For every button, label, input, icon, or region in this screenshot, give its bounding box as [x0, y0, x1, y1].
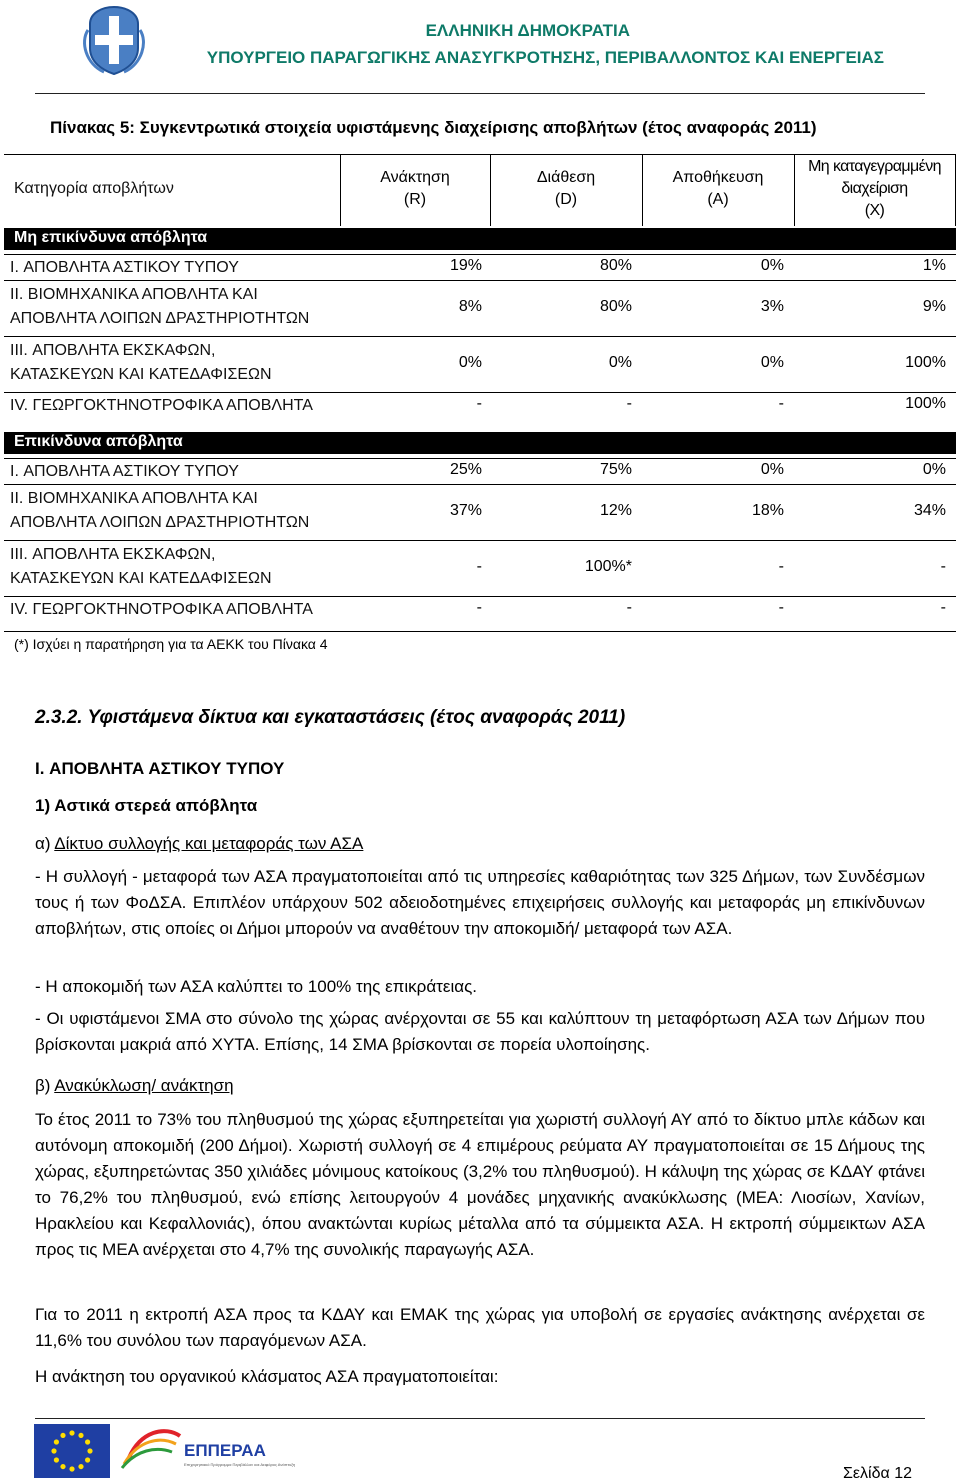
- row-value-d: -: [626, 599, 632, 616]
- row-label-line: III. ΑΠΟΒΛΗΤΑ ΕΚΣΚΑΦΩΝ,: [10, 546, 216, 563]
- row-value-d: 75%: [599, 461, 632, 478]
- row-label: [10, 460, 239, 484]
- row-value-r: 8%: [458, 298, 482, 315]
- eu-star-icon: [85, 1457, 90, 1462]
- row-value-d: -: [626, 395, 632, 412]
- row-value-x: 9%: [922, 298, 946, 315]
- eu-star-icon: [54, 1439, 59, 1444]
- row-label-line: I. ΑΠΟΒΛΗΤΑ ΑΣΤΙΚΟΥ ΤΥΠΟΥ: [10, 259, 239, 276]
- row-value-a: 0%: [760, 257, 784, 274]
- row-value-r: 19%: [449, 257, 482, 274]
- row-label-line: III. ΑΠΟΒΛΗΤΑ ΕΚΣΚΑΦΩΝ,: [10, 342, 216, 359]
- row-value-a: -: [778, 395, 784, 412]
- paragraph-diversion: Για το 2011 η εκτροπή ΑΣΑ προς τα ΚΔΑΥ και ΕΜΑΚ της χώρας για υποβολή σε εργασίες ανάκτησης ανέρχεται σε 11,6% του συνόλου των παραγόμενων ΑΣΑ.: [35, 1305, 925, 1350]
- row-value-r: 0%: [458, 354, 482, 371]
- row-label: [10, 543, 272, 591]
- epperaa-logo: [120, 1420, 296, 1476]
- row-divider: [4, 458, 956, 459]
- header-divider: [35, 93, 925, 94]
- row-value-d: 12%: [599, 502, 632, 519]
- row-value-d: 80%: [599, 298, 632, 315]
- row-label-line: ΚΑΤΑΣΚΕΥΩΝ ΚΑΙ ΚΑΤΕΔΑΦΙΣΕΩΝ: [10, 366, 272, 383]
- beta-title: Ανακύκλωση/ ανάκτηση: [54, 1076, 234, 1095]
- col-header-storage-line2: (Α): [707, 191, 729, 208]
- col-header-unrecorded-line2: διαχείριση: [841, 180, 908, 197]
- col-header-disposal-line1: Διάθεση: [536, 169, 596, 186]
- col-header-recovery-line1: Ανάκτηση: [380, 169, 450, 186]
- row-label-line: IV. ΓΕΩΡΓΟΚΤΗΝΟΤΡΟΦΙΚΑ ΑΠΟΒΛΗΤΑ: [10, 601, 313, 618]
- row-value-a: 0%: [760, 354, 784, 371]
- row-value-a: -: [778, 558, 784, 575]
- eu-flag-icon: [34, 1424, 110, 1478]
- row-label-line: ΑΠΟΒΛΗΤΑ ΛΟΙΠΩΝ ΔΡΑΣΤΗΡΙΟΤΗΤΩΝ: [10, 310, 310, 327]
- col-header-recovery: [340, 167, 490, 211]
- row-label-line: II. ΒΙΟΜΗΧΑΝΙΚΑ ΑΠΟΒΛΗΤΑ ΚΑΙ: [10, 286, 258, 303]
- col-header-unrecorded: [794, 156, 955, 222]
- section-label-hazardous: Επικίνδυνα απόβλητα: [14, 433, 183, 450]
- section-band-hazardous: [4, 432, 956, 454]
- row-label: [10, 487, 309, 535]
- section-heading: 2.3.2. Υφιστάμενα δίκτυα και εγκαταστάσεις (έτος αναφοράς 2011): [35, 707, 626, 728]
- section-band-non-hazardous: [4, 228, 956, 250]
- paragraph-transfer-stations: - Οι υφιστάμενοι ΣΜΑ στο σύνολο της χώρας ανέρχονται σε 55 και καλύπτουν τη μεταφόρτωση ΑΣΑ των Δήμων που βρίσκονται μακριά από ΧΥΤΑ. Επίσης, 14 ΣΜΑ βρίσκονται σε πορεία υλοποίησης.: [35, 1009, 925, 1054]
- table-border-bottom: [4, 631, 956, 632]
- row-value-x: -: [940, 558, 946, 575]
- row-label: [10, 283, 309, 331]
- row-value-x: 0%: [922, 461, 946, 478]
- row-divider: [4, 392, 956, 393]
- row-label-line: II. ΒΙΟΜΗΧΑΝΙΚΑ ΑΠΟΒΛΗΤΑ ΚΑΙ: [10, 490, 258, 507]
- row-label: [10, 394, 313, 418]
- col-header-unrecorded-line3: (Χ): [864, 202, 885, 219]
- row-divider: [4, 254, 956, 255]
- paragraph-collection: - Η συλλογή - μεταφορά των ΑΣΑ πραγματοποιείται από τις υπηρεσίες καθαριότητας των 325 Δήμων, των Συνδέσμων τους ή των ΦοΔΣΑ. Επιπλέον υπάρχουν 502 αδειοδοτημένες επιχειρήσεις συλλογής και μεταφοράς μη επικίνδυνων αποβλήτων, στις οποίες οι Δήμοι μπορούν να αναθέτουν την αποκομιδή/ μεταφορά των ΑΣΑ.: [35, 867, 925, 938]
- row-divider: [4, 336, 956, 337]
- col-header-disposal: [490, 167, 642, 211]
- col-header-storage: [642, 167, 794, 211]
- row-label-line: IV. ΓΕΩΡΓΟΚΤΗΝΟΤΡΟΦΙΚΑ ΑΠΟΒΛΗΤΑ: [10, 397, 313, 414]
- section-label-non-hazardous: Μη επικίνδυνα απόβλητα: [14, 229, 208, 246]
- row-value-x: 34%: [913, 502, 946, 519]
- row-divider: [4, 540, 956, 541]
- row-label: [10, 598, 313, 622]
- paragraph-organic: Η ανάκτηση του οργανικού κλάσματος ΑΣΑ πραγματοποιείται:: [35, 1367, 499, 1386]
- table-border-top: [4, 154, 956, 155]
- row-label-line: ΑΠΟΒΛΗΤΑ ΛΟΙΠΩΝ ΔΡΑΣΤΗΡΙΟΤΗΤΩΝ: [10, 514, 310, 531]
- row-label-line: ΚΑΤΑΣΚΕΥΩΝ ΚΑΙ ΚΑΤΕΔΑΦΙΣΕΩΝ: [10, 570, 272, 587]
- row-label: [10, 256, 239, 280]
- col-header-recovery-line2: (R): [403, 191, 427, 208]
- eu-star-icon: [54, 1457, 59, 1462]
- col-header-storage-line1: Αποθήκευση: [672, 169, 764, 186]
- header-subtitle: ΥΠΟΥΡΓΕΙΟ ΠΑΡΑΓΩΓΙΚΗΣ ΑΝΑΣΥΓΚΡΟΤΗΣΗΣ, ΠΕΡΙΒΑΛΛΟΝΤΟΣ ΚΑΙ ΕΝΕΡΓΕΙΑΣ: [206, 48, 884, 67]
- row-value-r: -: [476, 395, 482, 412]
- eu-star-icon: [51, 1448, 56, 1453]
- eu-star-icon: [60, 1464, 65, 1469]
- row-value-a: 18%: [751, 502, 784, 519]
- row-value-d: 80%: [599, 257, 632, 274]
- row-value-x: 100%: [905, 395, 946, 412]
- epperaa-logo-subtext: Επιχειρησιακό Πρόγραμμα Περιβάλλον και Αειφόρος Ανάπτυξη: [184, 1462, 296, 1467]
- eu-star-icon: [60, 1433, 65, 1438]
- eu-star-icon: [78, 1464, 83, 1469]
- row-value-x: 100%: [905, 354, 946, 371]
- row-value-a: 3%: [760, 298, 784, 315]
- row-value-a: -: [778, 599, 784, 616]
- row-value-a: 0%: [760, 461, 784, 478]
- row-divider: [4, 280, 956, 281]
- paragraph-coverage: - Η αποκομιδή των ΑΣΑ καλύπτει το 100% της επικράτειας.: [35, 977, 477, 996]
- row-value-x: -: [940, 599, 946, 616]
- row-value-r: -: [476, 558, 482, 575]
- greek-coat-of-arms-icon: [82, 4, 146, 76]
- row-label-line: I. ΑΠΟΒΛΗΤΑ ΑΣΤΙΚΟΥ ΤΥΠΟΥ: [10, 463, 239, 480]
- eu-star-icon: [78, 1433, 83, 1438]
- epperaa-logo-text: ΕΠΠΕΡΑΑ: [184, 1441, 266, 1460]
- sub-subsection-heading: 1) Αστικά στερεά απόβλητα: [35, 796, 258, 815]
- col-header-disposal-line2: (D): [554, 191, 578, 208]
- alpha-prefix: α): [35, 834, 55, 853]
- eu-star-icon: [69, 1466, 74, 1471]
- paragraph-recycling: Το έτος 2011 το 73% του πληθυσμού της χώρας εξυπηρετείται για χωριστή συλλογή ΑΥ από το δίκτυο μπλε κάδων και αυτόνομη αποκομιδή (200 Δήμοι). Χωριστή συλλογή σε 4 επιμέρους ρεύματα ΑΥ πραγματοποιείται σε 15 Δήμους της χώρας, εξυπηρετώντας 350 χιλιάδες μόνιμους κατοίκους (3,2% του πληθυσμού). Η κάλυψη της χώρας σε ΚΔΑΥ φτάνει το 76,2% του πληθυσμού, ενώ επίσης λειτουργούν 4 μονάδες μηχανικής ανακύκλωσης (ΜΕΑ: Λιοσίων, Χανίων, Ηρακλείου και Κεφαλλονιάς), όπου ανακτώνται κυρίως μέταλλα από τα σύμμεικτα ΑΣΑ. Η εκτροπή σύμμεικτων ΑΣΑ προς τις ΜΕΑ ανέρχεται στο 4,7% της συνολικής παραγωγής ΑΣΑ.: [35, 1110, 925, 1259]
- row-value-x: 1%: [922, 257, 946, 274]
- col-divider: [955, 154, 956, 226]
- col-header-category: Κατηγορία αποβλήτων: [14, 180, 174, 197]
- row-value-r: -: [476, 599, 482, 616]
- header-title: ΕΛΛΗΝΙΚΗ ΔΗΜΟΚΡΑΤΙΑ: [425, 21, 630, 40]
- row-divider: [4, 484, 956, 485]
- page-number: Σελίδα 12: [843, 1465, 912, 1482]
- beta-prefix: β): [35, 1076, 55, 1095]
- table-title: Πίνακας 5: Συγκεντρωτικά στοιχεία υφιστάμενης διαχείρισης αποβλήτων (έτος αναφοράς 2011): [50, 118, 817, 137]
- table-footnote: (*) Ισχύει η παρατήρηση για τα ΑΕΚΚ του Πίνακα 4: [14, 636, 328, 652]
- eu-star-icon: [69, 1430, 74, 1435]
- beta-heading: [35, 1076, 234, 1096]
- eu-star-icon: [87, 1448, 92, 1453]
- eu-star-icon: [85, 1439, 90, 1444]
- subsection-heading: I. ΑΠΟΒΛΗΤΑ ΑΣΤΙΚΟΥ ΤΥΠΟΥ: [35, 759, 285, 778]
- row-value-r: 37%: [449, 502, 482, 519]
- row-label: [10, 339, 272, 387]
- row-value-r: 25%: [449, 461, 482, 478]
- col-header-unrecorded-line1: Μη καταγεγραμμένη: [808, 158, 941, 175]
- alpha-title: Δίκτυο συλλογής και μεταφοράς των ΑΣΑ: [54, 834, 364, 853]
- row-value-d: 100%*: [584, 558, 632, 575]
- row-divider: [4, 596, 956, 597]
- row-value-d: 0%: [608, 354, 632, 371]
- footer-divider: [35, 1418, 925, 1419]
- alpha-heading: [35, 834, 363, 854]
